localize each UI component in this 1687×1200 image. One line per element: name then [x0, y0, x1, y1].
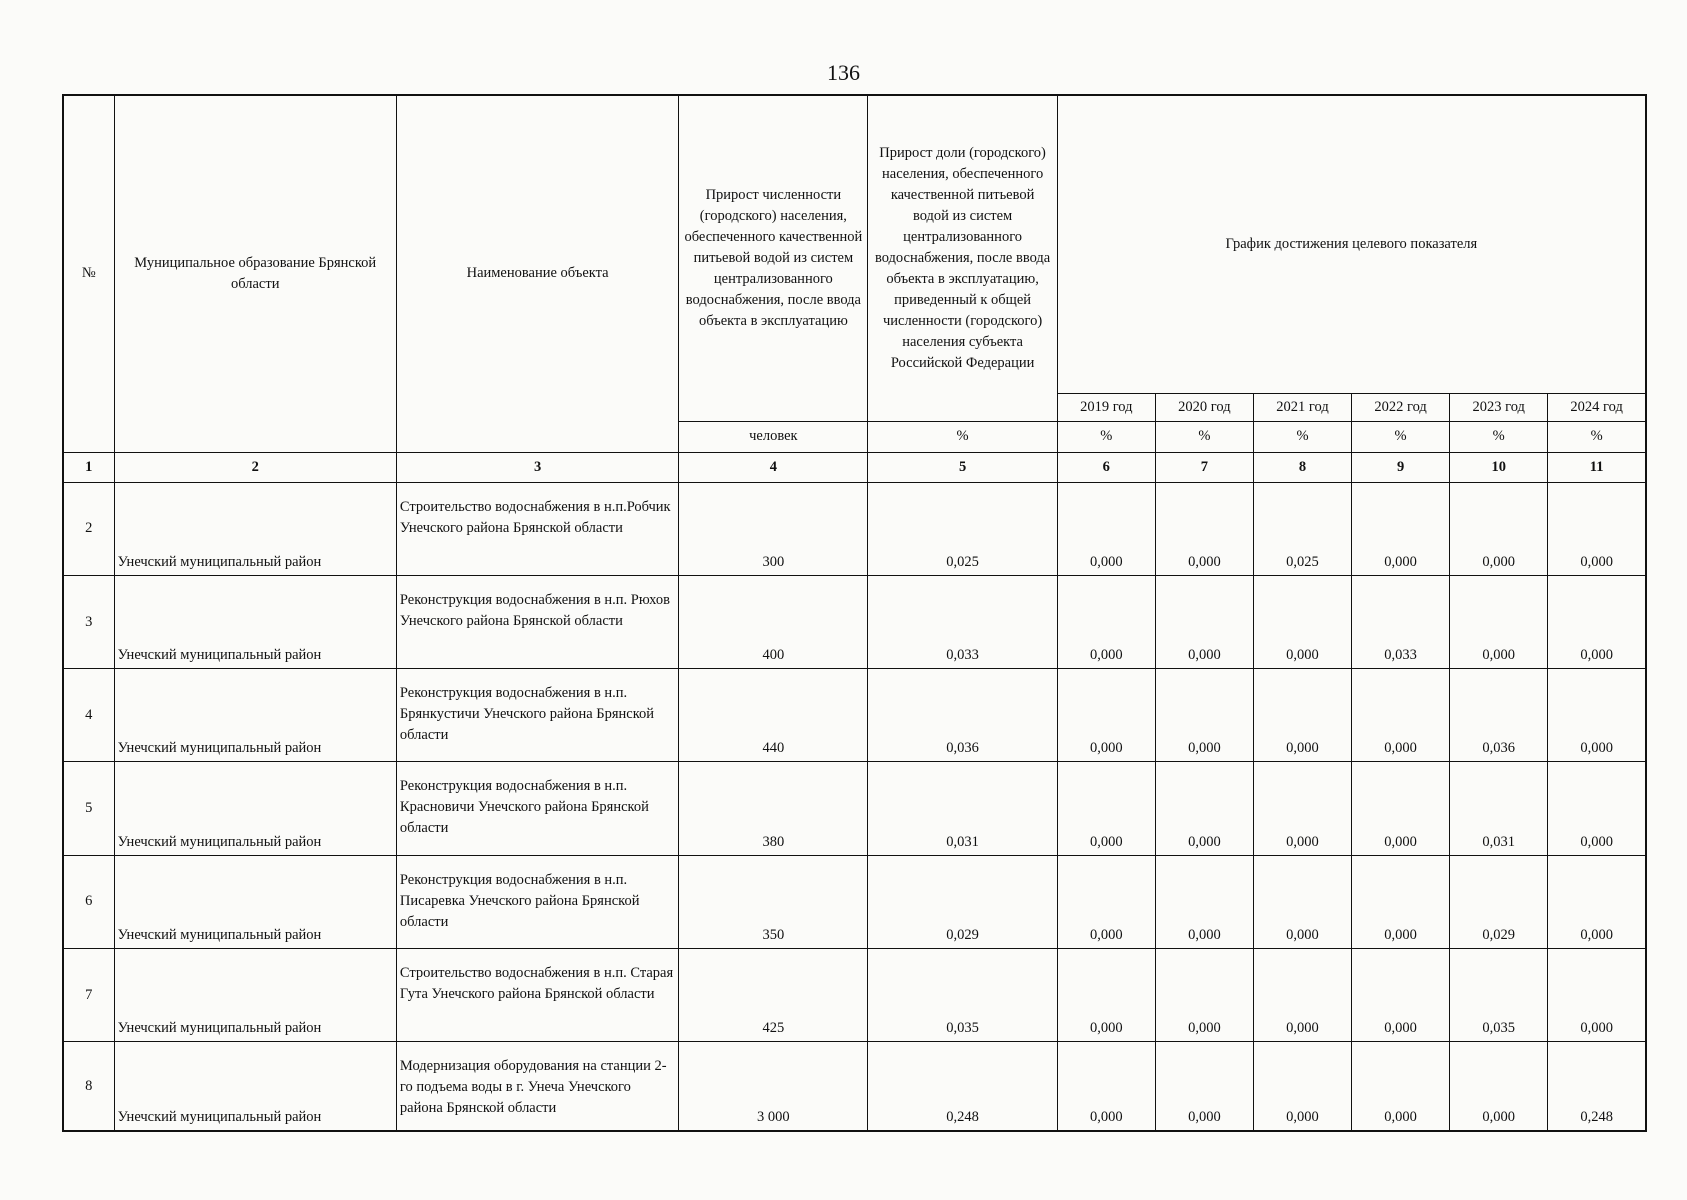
header-num: № — [63, 95, 114, 452]
year-value-cell: 0,035 — [1450, 948, 1548, 1041]
year-value-cell: 0,000 — [1548, 855, 1646, 948]
year-value-cell: 0,248 — [1548, 1042, 1646, 1131]
year-value-cell: 0,000 — [1155, 669, 1253, 762]
share-growth-cell: 0,025 — [868, 482, 1057, 575]
table-row — [63, 1042, 1646, 1131]
year-2021: 2021 год — [1253, 394, 1351, 422]
share-growth-cell: 0,031 — [868, 762, 1057, 855]
population-growth-cell: 400 — [679, 575, 868, 668]
year-2023: 2023 год — [1450, 394, 1548, 422]
year-value-cell: 0,000 — [1253, 1042, 1351, 1131]
table-row — [63, 669, 1646, 762]
year-value-cell: 0,000 — [1352, 669, 1450, 762]
share-growth-cell: 0,248 — [868, 1042, 1057, 1131]
header-share-growth: Прирост доли (городского) населения, обеспеченного качественной питьевой водой из систем централизованного водоснабжения, после ввода объекта в эксплуатацию, приведенный к общей численности (городского) населения субъекта Российской Федерации — [868, 95, 1057, 422]
row-number: 6 — [63, 855, 114, 948]
population-growth-cell: 3 000 — [679, 1042, 868, 1131]
column-index: 10 — [1450, 452, 1548, 482]
header-pop-growth: Прирост численности (городского) населения, обеспеченного качественной питьевой водой из систем централизованного водоснабжения, после ввода объекта в эксплуатацию — [679, 95, 868, 422]
row-number: 8 — [63, 1042, 114, 1131]
share-growth-cell: 0,033 — [868, 575, 1057, 668]
column-index: 11 — [1548, 452, 1646, 482]
year-value-cell: 0,000 — [1548, 948, 1646, 1041]
year-value-cell: 0,036 — [1450, 669, 1548, 762]
year-value-cell: 0,000 — [1155, 762, 1253, 855]
year-value-cell: 0,000 — [1548, 762, 1646, 855]
column-index: 7 — [1155, 452, 1253, 482]
header-municipality: Муниципальное образование Брянской области — [114, 95, 396, 452]
table-row — [63, 948, 1646, 1041]
object-name-cell: Реконструкция водоснабжения в н.п. Брянкустичи Унечского района Брянской области — [396, 669, 678, 762]
year-value-cell: 0,000 — [1548, 482, 1646, 575]
unit-year: % — [1352, 422, 1450, 452]
year-2019: 2019 год — [1057, 394, 1155, 422]
year-value-cell: 0,029 — [1450, 855, 1548, 948]
column-index: 8 — [1253, 452, 1351, 482]
column-index: 9 — [1352, 452, 1450, 482]
unit-year: % — [1155, 422, 1253, 452]
object-name-cell: Строительство водоснабжения в н.п. Старая Гута Унечского района Брянской области — [396, 948, 678, 1041]
header-schedule: График достижения целевого показателя — [1057, 95, 1646, 394]
row-number: 3 — [63, 575, 114, 668]
year-value-cell: 0,000 — [1450, 482, 1548, 575]
municipality-cell: Унечский муниципальный район — [114, 575, 396, 668]
year-value-cell: 0,000 — [1057, 1042, 1155, 1131]
year-2024: 2024 год — [1548, 394, 1646, 422]
row-number: 4 — [63, 669, 114, 762]
municipality-cell: Унечский муниципальный район — [114, 1042, 396, 1131]
year-value-cell: 0,000 — [1352, 948, 1450, 1041]
object-name-cell: Строительство водоснабжения в н.п.Робчик Унечского района Брянской области — [396, 482, 678, 575]
year-value-cell: 0,000 — [1352, 482, 1450, 575]
year-value-cell: 0,000 — [1057, 948, 1155, 1041]
column-index: 5 — [868, 452, 1057, 482]
table-row — [63, 855, 1646, 948]
object-name-cell: Реконструкция водоснабжения в н.п. Красновичи Унечского района Брянской области — [396, 762, 678, 855]
year-value-cell: 0,000 — [1253, 855, 1351, 948]
column-index: 2 — [114, 452, 396, 482]
population-growth-cell: 300 — [679, 482, 868, 575]
unit-pop: человек — [679, 422, 868, 452]
population-growth-cell: 440 — [679, 669, 868, 762]
object-name-cell: Реконструкция водоснабжения в н.п. Рюхов Унечского района Брянской области — [396, 575, 678, 668]
object-name-cell: Реконструкция водоснабжения в н.п. Писаревка Унечского района Брянской области — [396, 855, 678, 948]
municipality-cell: Унечский муниципальный район — [114, 855, 396, 948]
year-2020: 2020 год — [1155, 394, 1253, 422]
column-index: 6 — [1057, 452, 1155, 482]
table-row — [63, 575, 1646, 668]
year-value-cell: 0,025 — [1253, 482, 1351, 575]
year-value-cell: 0,000 — [1057, 669, 1155, 762]
year-2022: 2022 год — [1352, 394, 1450, 422]
column-index: 4 — [679, 452, 868, 482]
population-growth-cell: 425 — [679, 948, 868, 1041]
year-value-cell: 0,000 — [1155, 575, 1253, 668]
year-value-cell: 0,000 — [1057, 575, 1155, 668]
column-index-row — [63, 452, 1646, 482]
share-growth-cell: 0,035 — [868, 948, 1057, 1041]
share-growth-cell: 0,029 — [868, 855, 1057, 948]
year-value-cell: 0,000 — [1548, 669, 1646, 762]
unit-year: % — [1253, 422, 1351, 452]
header-object: Наименование объекта — [396, 95, 678, 452]
table-row — [63, 482, 1646, 575]
year-value-cell: 0,000 — [1155, 1042, 1253, 1131]
year-value-cell: 0,000 — [1352, 1042, 1450, 1131]
year-value-cell: 0,033 — [1352, 575, 1450, 668]
year-value-cell: 0,000 — [1253, 669, 1351, 762]
municipality-cell: Унечский муниципальный район — [114, 669, 396, 762]
year-value-cell: 0,000 — [1155, 482, 1253, 575]
unit-year: % — [1057, 422, 1155, 452]
unit-year: % — [1450, 422, 1548, 452]
municipality-cell: Унечский муниципальный район — [114, 762, 396, 855]
unit-share: % — [868, 422, 1057, 452]
row-number: 7 — [63, 948, 114, 1041]
municipality-cell: Унечский муниципальный район — [114, 948, 396, 1041]
row-number: 2 — [63, 482, 114, 575]
unit-year: % — [1548, 422, 1646, 452]
year-value-cell: 0,000 — [1352, 855, 1450, 948]
population-growth-cell: 350 — [679, 855, 868, 948]
row-number: 5 — [63, 762, 114, 855]
municipality-cell: Унечский муниципальный район — [114, 482, 396, 575]
share-growth-cell: 0,036 — [868, 669, 1057, 762]
year-value-cell: 0,000 — [1450, 1042, 1548, 1131]
column-index: 3 — [396, 452, 678, 482]
year-value-cell: 0,000 — [1548, 575, 1646, 668]
page-number: 136 — [827, 60, 860, 85]
year-value-cell: 0,000 — [1352, 762, 1450, 855]
table-row — [63, 762, 1646, 855]
year-value-cell: 0,000 — [1057, 762, 1155, 855]
year-value-cell: 0,000 — [1253, 762, 1351, 855]
year-value-cell: 0,000 — [1253, 575, 1351, 668]
year-value-cell: 0,000 — [1450, 575, 1548, 668]
population-growth-cell: 380 — [679, 762, 868, 855]
water-supply-table — [62, 94, 1647, 1132]
column-index: 1 — [63, 452, 114, 482]
year-value-cell: 0,000 — [1155, 855, 1253, 948]
object-name-cell: Модернизация оборудования на станции 2-го подъема воды в г. Унеча Унечского района Брянской области — [396, 1042, 678, 1131]
year-value-cell: 0,000 — [1057, 482, 1155, 575]
year-value-cell: 0,031 — [1450, 762, 1548, 855]
year-value-cell: 0,000 — [1057, 855, 1155, 948]
year-value-cell: 0,000 — [1253, 948, 1351, 1041]
header-row — [63, 95, 1646, 394]
year-value-cell: 0,000 — [1155, 948, 1253, 1041]
